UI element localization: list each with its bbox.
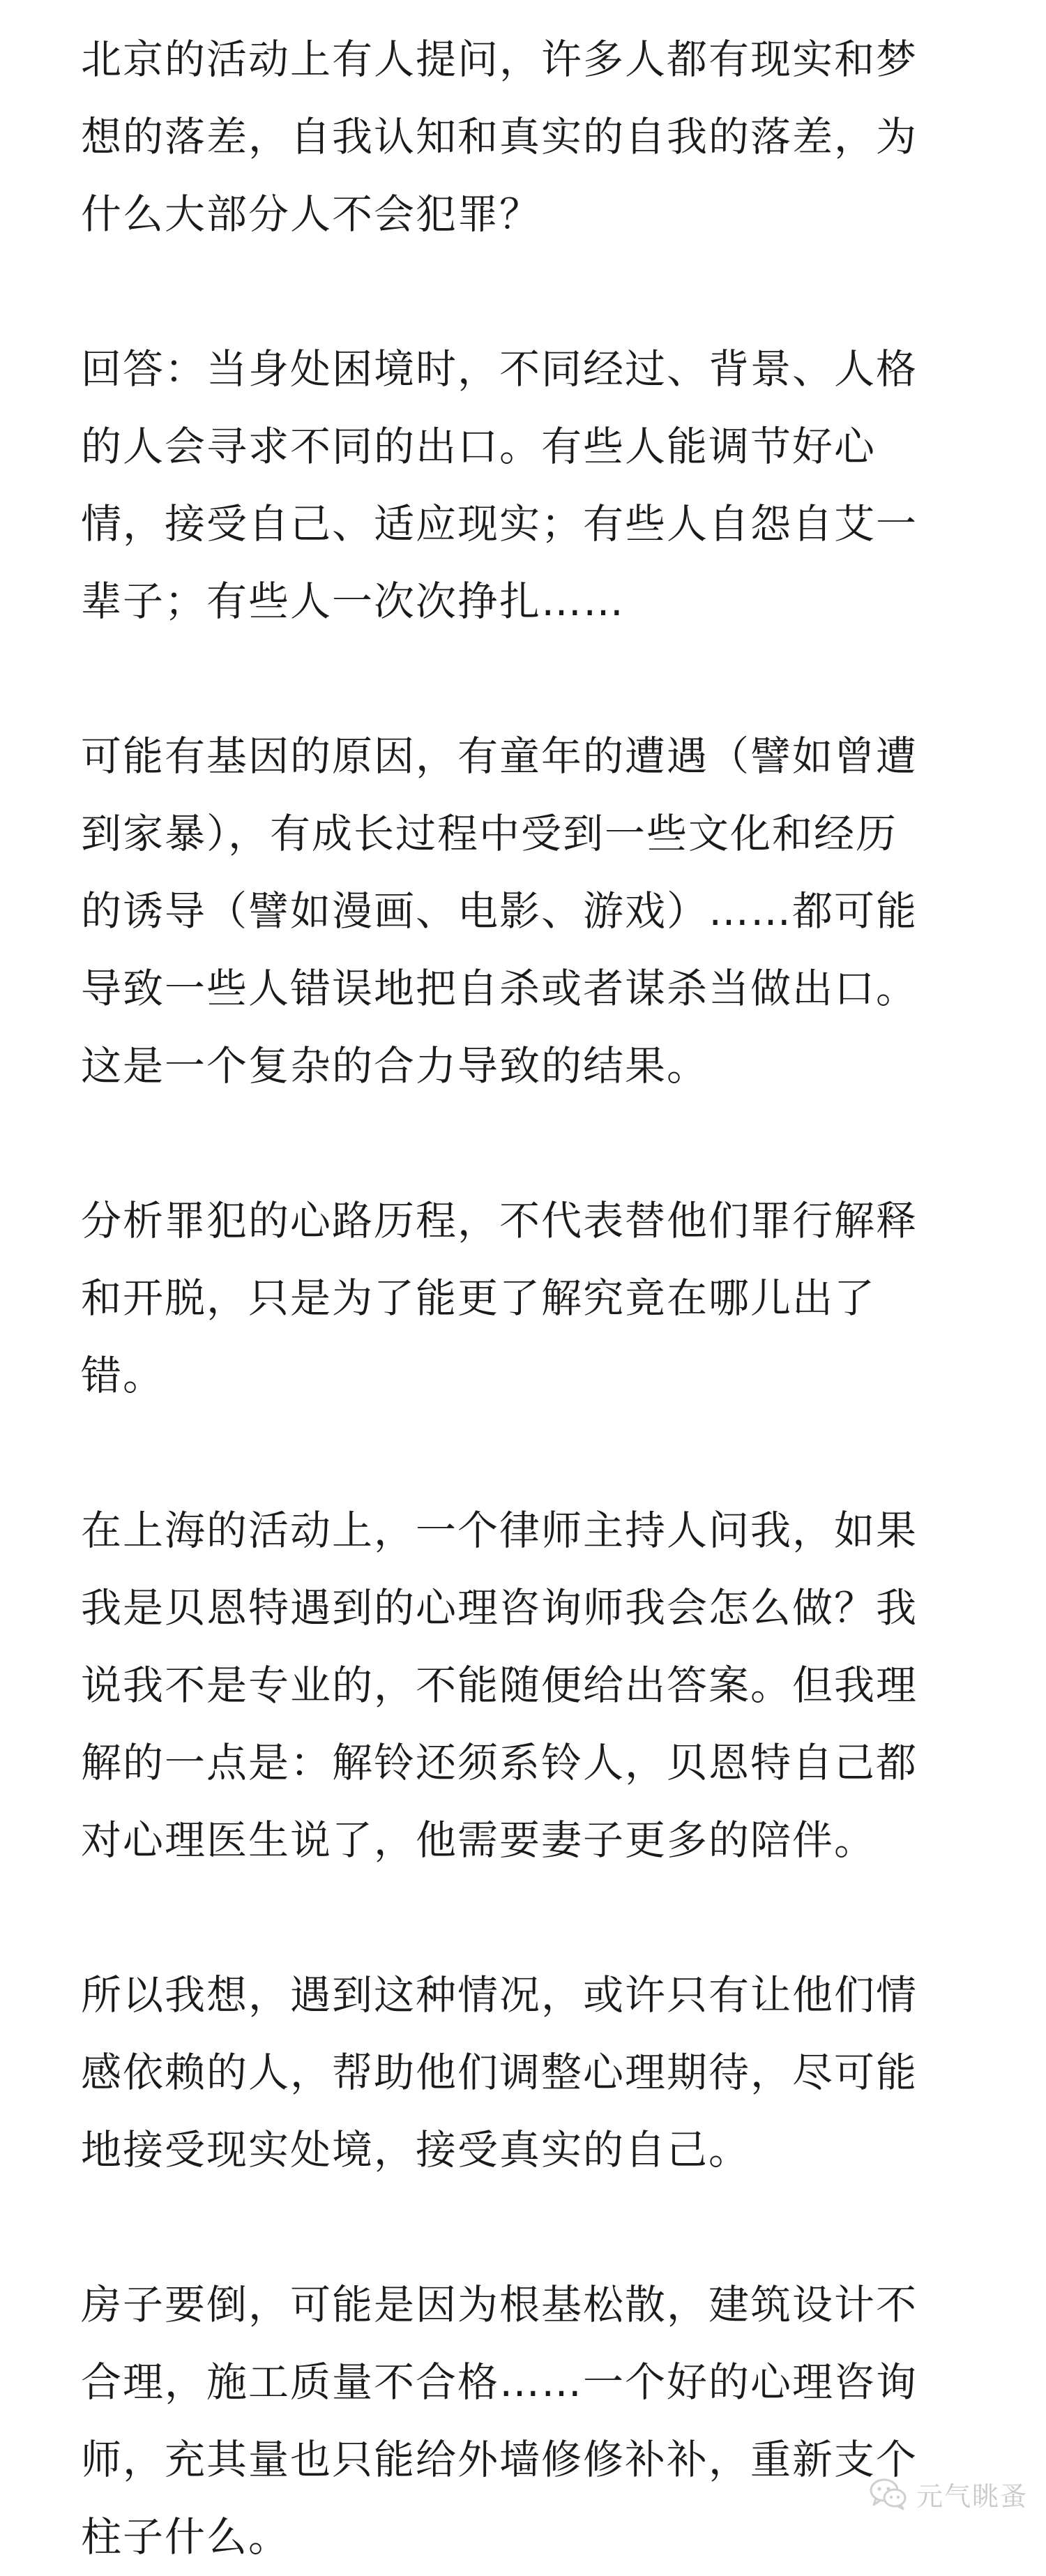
text-line: 我是贝恩特遇到的心理咨询师我会怎么做？我: [81, 1584, 918, 1632]
paragraph-7: [81, 2266, 965, 2576]
text-line: 什么大部分人不会犯罪？: [81, 190, 542, 238]
text-line: 地接受现实处境，接受真实的自己。: [81, 2126, 751, 2174]
paragraph-2: [81, 331, 965, 640]
paragraph-gap: [81, 2189, 965, 2266]
text-line: 合理，施工质量不合格……一个好的心理咨询: [81, 2358, 918, 2406]
paragraph-gap: [81, 1415, 965, 1492]
text-line: 导致一些人错误地把自杀或者谋杀当做出口。: [81, 965, 918, 1012]
paragraph-4: [81, 1182, 965, 1415]
paragraph-gap: [81, 1105, 965, 1182]
text-line: 可能有基因的原因，有童年的遭遇（譬如曾遭: [81, 732, 918, 780]
text-line: 想的落差，自我认知和真实的自我的落差，为: [81, 113, 918, 160]
text-line: 在上海的活动上，一个律师主持人问我，如果: [81, 1507, 918, 1554]
text-line: 说我不是专业的，不能随便给出答案。但我理: [81, 1662, 918, 1709]
paragraph-5: [81, 1492, 965, 1879]
text-line: 到家暴），有成长过程中受到一些文化和经历: [81, 810, 898, 857]
watermark: [869, 2469, 1028, 2518]
text-line: 柱子什么。: [81, 2513, 291, 2561]
paragraph-6: [81, 1957, 965, 2189]
text-line: 的诱导（譬如漫画、电影、游戏）……都可能: [81, 887, 918, 935]
text-line: 分析罪犯的心路历程，不代表替他们罪行解释: [81, 1197, 918, 1244]
text-line: 情，接受自己、适应现实；有些人自怨自艾一: [81, 500, 918, 548]
text-line: 回答：当身处困境时，不同经过、背景、人格: [81, 345, 918, 393]
paragraph-3: [81, 718, 965, 1105]
paragraph-gap: [81, 640, 965, 718]
text-line: 解的一点是：解铃还须系铃人，贝恩特自己都: [81, 1739, 918, 1786]
watermark-text: 元气眺蚤: [916, 2480, 1028, 2512]
paragraph-1: [81, 21, 965, 253]
text-line: 这是一个复杂的合力导致的结果。: [81, 1042, 709, 1090]
paragraph-gap: [81, 253, 965, 331]
text-line: 的人会寻求不同的出口。有些人能调节好心: [81, 423, 877, 470]
text-line: 错。: [81, 1352, 165, 1399]
text-line: 感依赖的人，帮助他们调整心理期待，尽可能: [81, 2049, 918, 2096]
paragraph-gap: [81, 1879, 965, 1957]
wechat-icon: [869, 2477, 908, 2510]
text-line: 北京的活动上有人提问，许多人都有现实和梦: [81, 36, 918, 83]
text-line: 房子要倒，可能是因为根基松散，建筑设计不: [81, 2281, 918, 2328]
text-line: 师，充其量也只能给外墙修修补补，重新支个: [81, 2436, 918, 2483]
text-line: 对心理医生说了，他需要妻子更多的陪伴。: [81, 1816, 877, 1864]
text-line: 和开脱，只是为了能更了解究竟在哪儿出了: [81, 1274, 877, 1322]
text-line: 所以我想，遇到这种情况，或许只有让他们情: [81, 1971, 918, 2019]
text-line: 辈子；有些人一次次挣扎……: [81, 578, 626, 625]
